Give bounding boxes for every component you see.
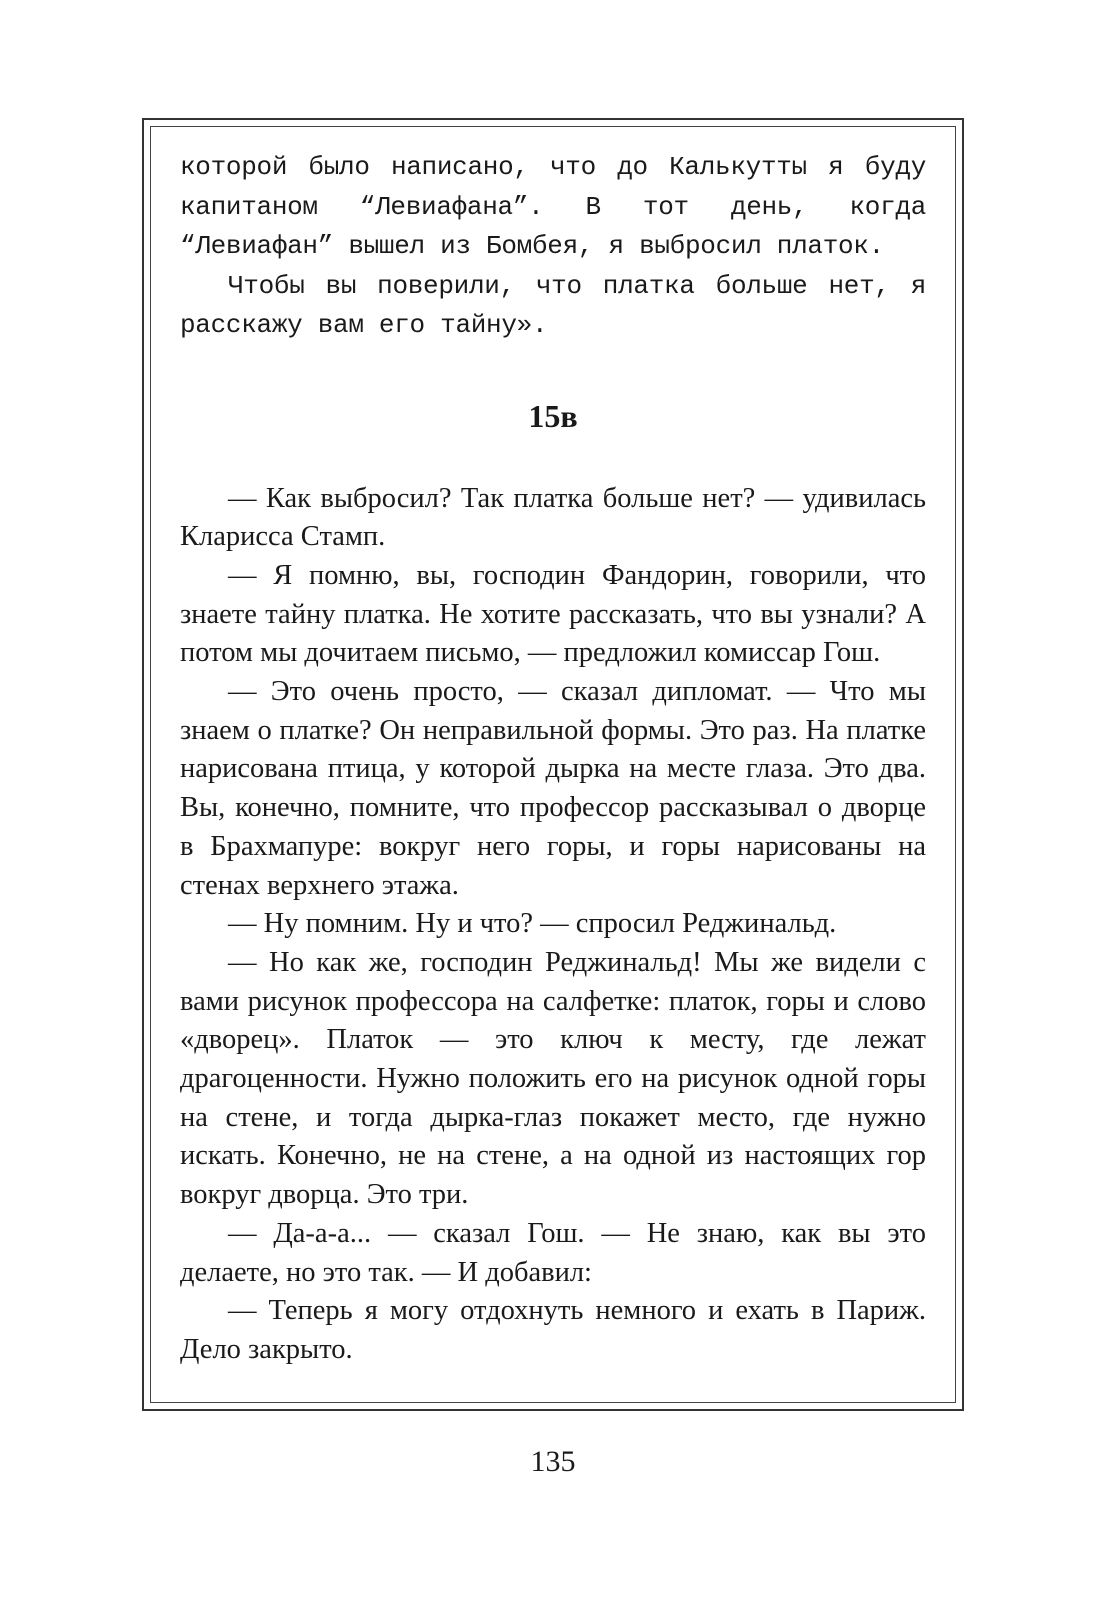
page-number: 135 [530, 1445, 576, 1478]
page-content [180, 148, 926, 1370]
story-paragraph: — Да-а-а... — сказал Гош. — Не знаю, как вы это делаете, но это так. — И добавил: [180, 1217, 926, 1288]
story-paragraph: — Ну помним. Ну и что? — спросил Реджинальд. [228, 908, 837, 940]
story-paragraph: — Теперь я могу отдохнуть немного и ехать в Париж. Дело закрыто. [180, 1295, 926, 1365]
story-paragraph: — Как выбросил? Так платка больше нет? — удивилась Кларисса Стамп. [180, 482, 926, 553]
story-paragraph: — Я помню, вы, господин Фандорин, говорили, что знаете тайну платка. Не хотите рассказать, что вы узнали? А потом мы дочитаем письмо, — предложил комиссар Гош. [180, 559, 926, 669]
story-text [180, 480, 926, 1370]
letter-excerpt [180, 148, 926, 346]
section-title: 15в [528, 397, 578, 434]
letter-paragraph: Чтобы вы поверили, что платка больше нет, я расскажу вам его тайну». [180, 270, 926, 340]
letter-paragraph: которой было написано, что до Калькутты я буду капитаном “Левиафана”. В тот день, когда “Левиафан” вышел из Бомбея, я выбросил платок. [180, 152, 926, 261]
story-paragraph: — Это очень просто, — сказал дипломат. — Что мы знаем о платке? Он неправильной формы. Это раз. На платке нарисована птица, у которой дырка на месте глаза. Это два. Вы, конечно, помните, что профессор рассказывал о дворце в Брахмапуре: вокруг него горы, и горы нарисованы на стенах верхнего этажа. [180, 676, 926, 901]
story-paragraph: — Но как же, господин Реджинальд! Мы же видели с вами рисунок профессора на салфетке: платок, горы и слово «дворец». Платок — это ключ к месту, где лежат драгоценности. Нужно положить его на рисунок одной горы на стене, и тогда дырка-глаз покажет место, где нужно искать. Конечно, не на стене, а на одной из настоящих гор вокруг дворца. Это три. [180, 946, 926, 1211]
